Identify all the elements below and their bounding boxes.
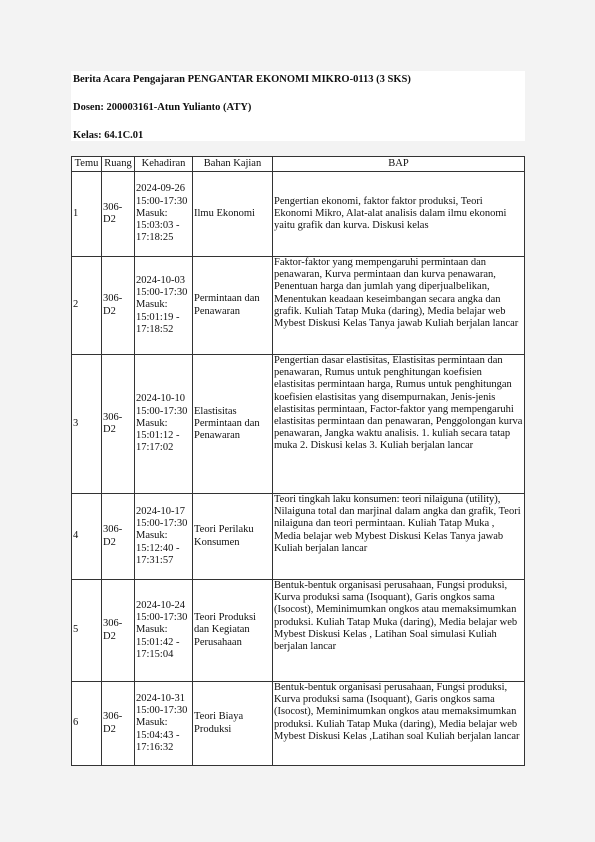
cell-bap: Teori tingkah laku konsumen: teori nilaiguna (utility), Nilaiguna total dan marjinal dalam angka dan grafik, Teori nilaiguna dan teori permintaan. Kuliah Tatap Muka , Media belajar web Mybest Diskusi Kelas Tanya jawab Kuliah berjalan lancar [273,494,525,580]
column-header-bahan-kajian: Bahan Kajian [193,157,273,172]
cell-kehadiran: 2024-10-03 15:00-17:30 Masuk: 15:01:19 - 17:18:52 [135,257,193,355]
class-line: Kelas: 64.1C.01 [73,130,144,141]
cell-bap: Faktor-faktor yang mempengaruhi permintaan dan penawaran, Kurva permintaan dan kurva penawaran, Penentuan harga dan jumlah yang diperjualbelikan, Menentukan keadaan keseimbangan secara angka dan grafik. Kuliah Tatap Muka (daring), Media belajar web Mybest Diskusi Kelas Tanya jawab Kuliah berjalan lancar [273,257,525,355]
table-row [72,355,525,494]
cell-bap: Pengertian ekonomi, faktor faktor produksi, Teori Ekonomi Mikro, Alat-alat analisis dalam ilmu ekonomi yaitu grafik dan kurva. Diskusi kelas [273,172,525,257]
cell-bahan-kajian: Teori Biaya Produksi [193,682,273,766]
cell-bahan-kajian: Permintaan dan Penawaran [193,257,273,355]
cell-ruang: 306-D2 [102,682,135,766]
cell-bahan-kajian: Elastisitas Permintaan dan Penawaran [193,355,273,494]
table-row [72,172,525,257]
cell-bap: Bentuk-bentuk organisasi perusahaan, Fungsi produksi, Kurva produksi sama (Isoquant), Garis ongkos sama (Isocost), Meminimumkan ongkos atau memaksimumkan produksi. Kuliah Tatap Muka (daring), Media belajar web Mybest Diskusi Kelas ,Latihan soal Kuliah berjalan lancar [273,682,525,766]
cell-kehadiran: 2024-10-24 15:00-17:30 Masuk: 15:01:42 - 17:15:04 [135,580,193,682]
table-row [72,682,525,766]
column-header-kehadiran: Kehadiran [135,157,193,172]
table-header-row [72,157,525,172]
cell-temu: 3 [72,355,102,494]
document-header [71,71,525,141]
table-row [72,257,525,355]
teaching-report-table [71,156,525,766]
cell-kehadiran: 2024-09-26 15:00-17:30 Masuk: 15:03:03 - 17:18:25 [135,172,193,257]
column-header-ruang: Ruang [102,157,135,172]
cell-ruang: 306-D2 [102,355,135,494]
cell-kehadiran: 2024-10-10 15:00-17:30 Masuk: 15:01:12 - 17:17:02 [135,355,193,494]
cell-temu: 1 [72,172,102,257]
cell-bap: Bentuk-bentuk organisasi perusahaan, Fungsi produksi, Kurva produksi sama (Isoquant), Garis ongkos sama (Isocost), Meminimumkan ongkos atau memaksimumkan produksi. Kuliah Tatap Muka (daring), Media belajar web Mybest Diskusi Kelas , Latihan Soal simulasi Kuliah berjalan lancar [273,580,525,682]
cell-temu: 5 [72,580,102,682]
cell-ruang: 306-D2 [102,257,135,355]
cell-bahan-kajian: Teori Produksi dan Kegiatan Perusahaan [193,580,273,682]
cell-kehadiran: 2024-10-31 15:00-17:30 Masuk: 15:04:43 - 17:16:32 [135,682,193,766]
cell-temu: 2 [72,257,102,355]
cell-bap: Pengertian dasar elastisitas, Elastisitas permintaan dan penawaran, Rumus untuk penghitungan koefisien elastisitas permintaan harga, Rumus untuk penghitungan koefisien elastisitas yang disempurnakan, Jenis-jenis elastisitas permintaan, Factor-faktor yang mempengaruhi elastisitas permintaan dan penawaran, Penggolongan kurva penawaran, Jangka waktu analisis. 1. kuliah secara tatap muka 2. Diskusi kelas 3. Kuliah berjalan lancar [273,355,525,494]
cell-ruang: 306-D2 [102,580,135,682]
column-header-bap: BAP [273,157,525,172]
table-row [72,494,525,580]
column-header-temu: Temu [72,157,102,172]
lecturer-line: Dosen: 200003161-Atun Yulianto (ATY) [73,102,252,113]
cell-bahan-kajian: Teori Perilaku Konsumen [193,494,273,580]
table-row [72,580,525,682]
cell-bahan-kajian: Ilmu Ekonomi [193,172,273,257]
cell-kehadiran: 2024-10-17 15:00-17:30 Masuk: 15:12:40 - 17:31:57 [135,494,193,580]
cell-temu: 6 [72,682,102,766]
cell-temu: 4 [72,494,102,580]
cell-ruang: 306-D2 [102,494,135,580]
document-title: Berita Acara Pengajaran PENGANTAR EKONOMI MIKRO-0113 (3 SKS) [73,74,411,85]
cell-ruang: 306-D2 [102,172,135,257]
